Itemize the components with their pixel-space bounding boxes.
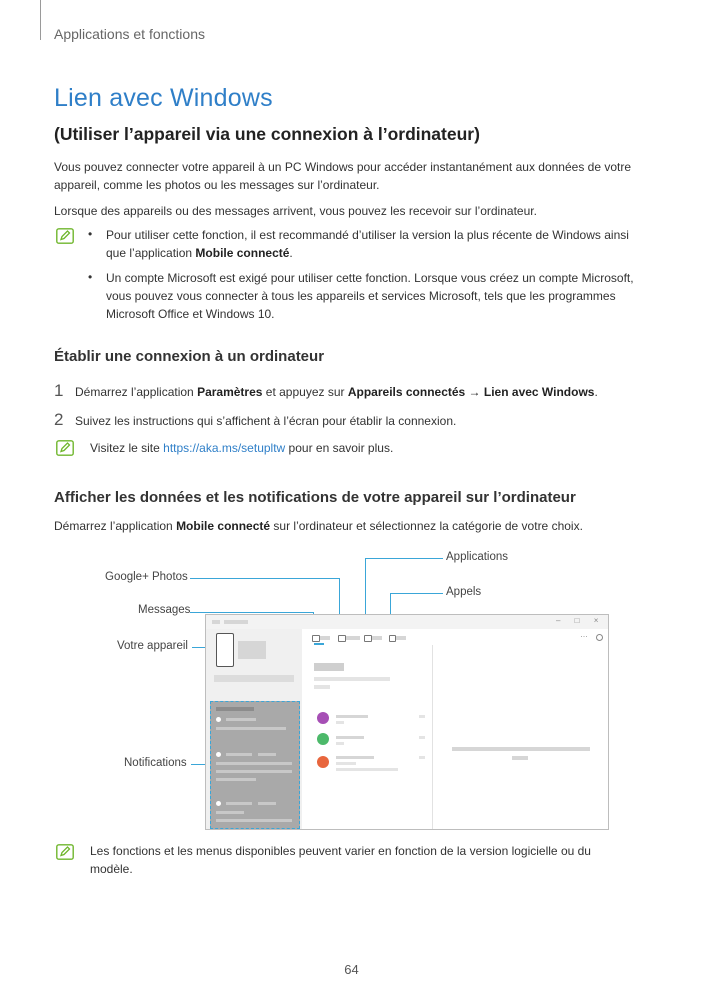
- note-pencil-icon: [56, 440, 74, 456]
- apps-tab-icon: [364, 635, 372, 642]
- callout-messages: Messages: [138, 604, 191, 616]
- note-pencil-icon: [56, 228, 74, 244]
- settings-icon: [596, 634, 603, 641]
- page-title: Lien avec Windows: [54, 84, 273, 112]
- callout-google-photos: Google+ Photos: [105, 571, 188, 583]
- page-subtitle: (Utiliser l’appareil via une connexion à l’ordinateur): [54, 124, 480, 144]
- bullet-marker: •: [88, 227, 93, 241]
- calls-tab-icon: [389, 635, 396, 642]
- page-rule: [40, 0, 41, 40]
- step-number-1: 1: [54, 381, 64, 400]
- callout-line: [190, 578, 340, 579]
- contact-avatar: [317, 733, 329, 745]
- intro-paragraph-2: Lorsque des appareils ou des messages arrivent, vous pouvez les recevoir sur l’ordinateur.: [54, 204, 537, 218]
- callout-line: [365, 558, 443, 559]
- callout-line: [190, 612, 314, 613]
- note-setup-link: Visitez le site https://aka.ms/setupltw pour en savoir plus.: [90, 441, 394, 455]
- bullet-marker: •: [88, 270, 93, 284]
- contact-avatar: [317, 712, 329, 724]
- step-1-text: Démarrez l’application Paramètres et appuyez sur Appareils connectés → Lien avec Windows.: [75, 385, 598, 399]
- page-number: 64: [344, 962, 359, 977]
- setup-link[interactable]: https://aka.ms/setupltw: [163, 441, 286, 455]
- note-bullet-1: Pour utiliser cette fonction, il est recommandé d’utiliser la version la plus récente de Windows ainsi que l’application Mobile connecté.: [106, 228, 629, 260]
- section-heading-connect: Établir une connexion à un ordinateur: [54, 348, 325, 365]
- step-number-2: 2: [54, 410, 64, 429]
- final-note: Les fonctions et les menus disponibles peuvent varier en fonction de la version logicielle ou du modèle.: [90, 844, 591, 876]
- section-header: Applications et fonctions: [54, 26, 205, 42]
- callout-applications: Applications: [446, 551, 509, 563]
- step-2-text: Suivez les instructions qui s’affichent à l’écran pour établir la connexion.: [75, 414, 457, 428]
- intro-paragraph-1: Vous pouvez connecter votre appareil à un PC Windows pour accéder instantanément aux données de votre appareil, comme les photos ou les messages sur l’ordinateur.: [54, 160, 632, 192]
- phone-icon: [216, 633, 234, 667]
- photos-tab-icon: [338, 635, 346, 642]
- note-bullet-2: Un compte Microsoft est exigé pour utiliser cette fonction. Lorsque vous créez un compte Microsoft, vous pouvez vous connecter à tous les appareils et services Microsoft, tels que les programmes Microsoft Office et Windows 10.: [106, 271, 634, 321]
- callout-line: [390, 593, 443, 594]
- callout-votre-appareil: Votre appareil: [117, 640, 188, 652]
- contact-avatar: [317, 756, 329, 768]
- messages-tab-icon: [312, 635, 320, 642]
- section-2-text: Démarrez l’application Mobile connecté sur l’ordinateur et sélectionnez la catégorie de votre choix.: [54, 519, 583, 533]
- note-pencil-icon: [56, 844, 74, 860]
- callout-notifications: Notifications: [124, 757, 187, 769]
- section-heading-display: Afficher les données et les notifications de votre appareil sur l’ordinateur: [54, 489, 576, 506]
- app-screenshot: – □ × …: [205, 614, 609, 830]
- callout-appels: Appels: [446, 586, 482, 598]
